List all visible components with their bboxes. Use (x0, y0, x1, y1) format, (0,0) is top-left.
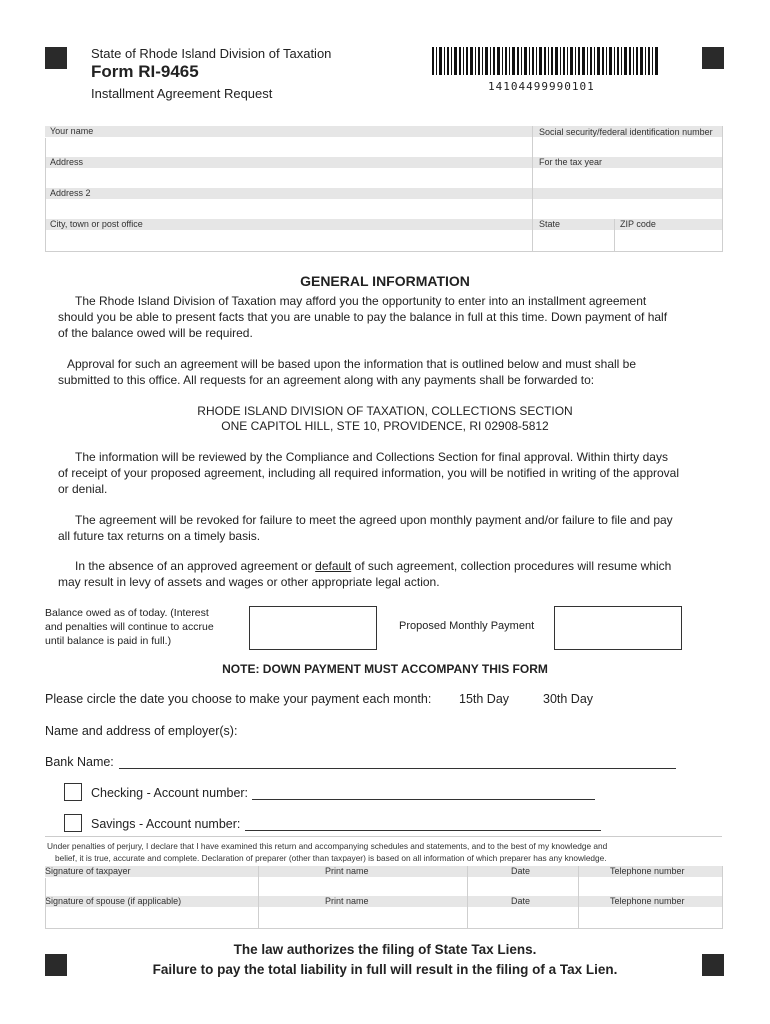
barcode (432, 47, 660, 75)
option-15th-day[interactable]: 15th Day (459, 692, 510, 706)
field-right-border (722, 126, 723, 252)
para5-line2: may result in levy of assets and wages or other appropriate legal action. (58, 575, 440, 589)
para3-line1: The information will be reviewed by the Compliance and Collections Section for final approval. Within thirty days (75, 450, 668, 464)
address2-input[interactable] (45, 200, 722, 221)
option-30th-day[interactable]: 30th Day (543, 692, 594, 706)
perjury-statement (47, 840, 722, 864)
telephone-label-1: Telephone number (610, 866, 685, 876)
your-name-input[interactable] (45, 138, 722, 159)
sig-left-border (45, 878, 46, 929)
tax-year-label: For the tax year (539, 157, 603, 167)
para5-pre: In the absence of an approved agreement or (75, 559, 316, 573)
telephone-label-2: Telephone number (610, 896, 685, 906)
para5-line1 (75, 558, 671, 574)
zip-label: ZIP code (620, 219, 656, 229)
city-input[interactable] (45, 231, 722, 252)
para1-line1: The Rhode Island Division of Taxation may afford you the opportunity to enter into an installment agreement (75, 294, 647, 308)
footer-line2: Failure to pay the total liability in full will result in the filing of a Tax Lien. (152, 962, 618, 977)
sig-spouse-label: Signature of spouse (if applicable) (45, 896, 182, 906)
ssn-label: Social security/federal identification number (539, 127, 713, 137)
para4-line2: all future tax returns on a timely basis. (58, 529, 261, 543)
default-link[interactable]: default (315, 559, 352, 573)
sig-taxpayer-input[interactable] (45, 878, 722, 897)
balance-label-line2: and penalties will continue to accrue (45, 621, 214, 633)
balance-label-line1: Balance owed as of today. (Interest (45, 607, 209, 619)
para1-line3: of the balance owed will be required. (58, 326, 253, 340)
print-name-label-2: Print name (325, 896, 369, 906)
registration-mark-top-left (45, 47, 67, 69)
para3-line2: of receipt of your proposed agreement, including all required information, you will be notified in writing of the approval (58, 466, 680, 480)
state-label: State (539, 219, 561, 229)
registration-mark-top-right (702, 47, 724, 69)
city-label: City, town or post office (50, 219, 143, 229)
para2-line1: Approval for such an agreement will be based upon the information that is outlined below and must shall be (67, 357, 637, 371)
address-input[interactable] (45, 169, 722, 190)
sig-taxpayer-label: Signature of taxpayer (45, 866, 131, 876)
balance-owed-label (45, 606, 214, 648)
employer-label: Name and address of employer(s): (45, 724, 238, 738)
perjury-line1: Under penalties of perjury, I declare that I have examined this return and accompanying schedules and statements, and to the best of my knowledge and (47, 841, 608, 851)
para3-line3: or denial. (58, 482, 108, 496)
sig-right-border (722, 866, 723, 929)
print-name-label-1: Print name (325, 866, 369, 876)
proposed-payment-label: Proposed Monthly Payment (399, 620, 535, 632)
sig-divider-2 (467, 866, 468, 929)
form-title: Form RI-9465 (91, 62, 199, 81)
checking-checkbox[interactable] (64, 783, 82, 801)
date-label-1: Date (511, 866, 531, 876)
field-header-row-2 (45, 157, 722, 168)
mailing-address-line2: ONE CAPITOL HILL, STE 10, PROVIDENCE, RI 02908-5812 (221, 419, 549, 433)
sig-divider-1 (258, 866, 259, 929)
agency-name: State of Rhode Island Division of Taxation (91, 46, 332, 61)
balance-owed-input[interactable] (249, 606, 377, 650)
signature-divider (45, 836, 722, 837)
para2-line2: submitted to this office. All requests for an agreement along with any payments shall be forwarded to: (58, 373, 595, 387)
para5-post: of such agreement, collection procedures will resume which (351, 559, 672, 573)
balance-label-line3: until balance is paid in full.) (45, 635, 172, 647)
sig-spouse-input[interactable] (45, 908, 722, 929)
field-left-border (45, 138, 46, 252)
address2-label: Address 2 (50, 188, 91, 198)
proposed-payment-input[interactable] (554, 606, 682, 650)
field-header-row-3 (45, 188, 722, 199)
state-zip-divider (614, 219, 615, 252)
savings-checkbox[interactable] (64, 814, 82, 832)
down-payment-note: NOTE: DOWN PAYMENT MUST ACCOMPANY THIS FORM (222, 662, 548, 676)
your-name-label: Your name (50, 126, 94, 136)
circle-date-label: Please circle the date you choose to make your payment each month: (45, 692, 432, 706)
para4-line1: The agreement will be revoked for failure to meet the agreed upon monthly payment and/or failure to file and pay (75, 513, 673, 527)
perjury-line2: belief, it is true, accurate and complete. Declaration of preparer (other than taxpayer) is based on all information of which preparer has any knowledge. (55, 853, 607, 863)
footer-line1: The law authorizes the filing of State Tax Liens. (233, 942, 537, 957)
barcode-number: 14104499990101 (488, 80, 595, 93)
checking-account-input[interactable] (252, 784, 595, 800)
general-info-heading: GENERAL INFORMATION (300, 273, 470, 289)
bank-name-input[interactable] (119, 753, 676, 769)
form-subtitle: Installment Agreement Request (91, 86, 273, 101)
savings-account-input[interactable] (245, 815, 601, 831)
address-label: Address (50, 157, 84, 167)
mailing-address-line1: RHODE ISLAND DIVISION OF TAXATION, COLLECTIONS SECTION (197, 404, 573, 418)
field-divider (532, 126, 533, 252)
savings-label: Savings - Account number: (91, 817, 241, 831)
date-label-2: Date (511, 896, 531, 906)
checking-label: Checking - Account number: (91, 786, 249, 800)
bank-name-label: Bank Name: (45, 755, 114, 769)
sig-divider-3 (578, 866, 579, 929)
para1-line2: should you be able to present facts that you are unable to pay the balance in full at this time. Down payment of half (58, 310, 668, 324)
